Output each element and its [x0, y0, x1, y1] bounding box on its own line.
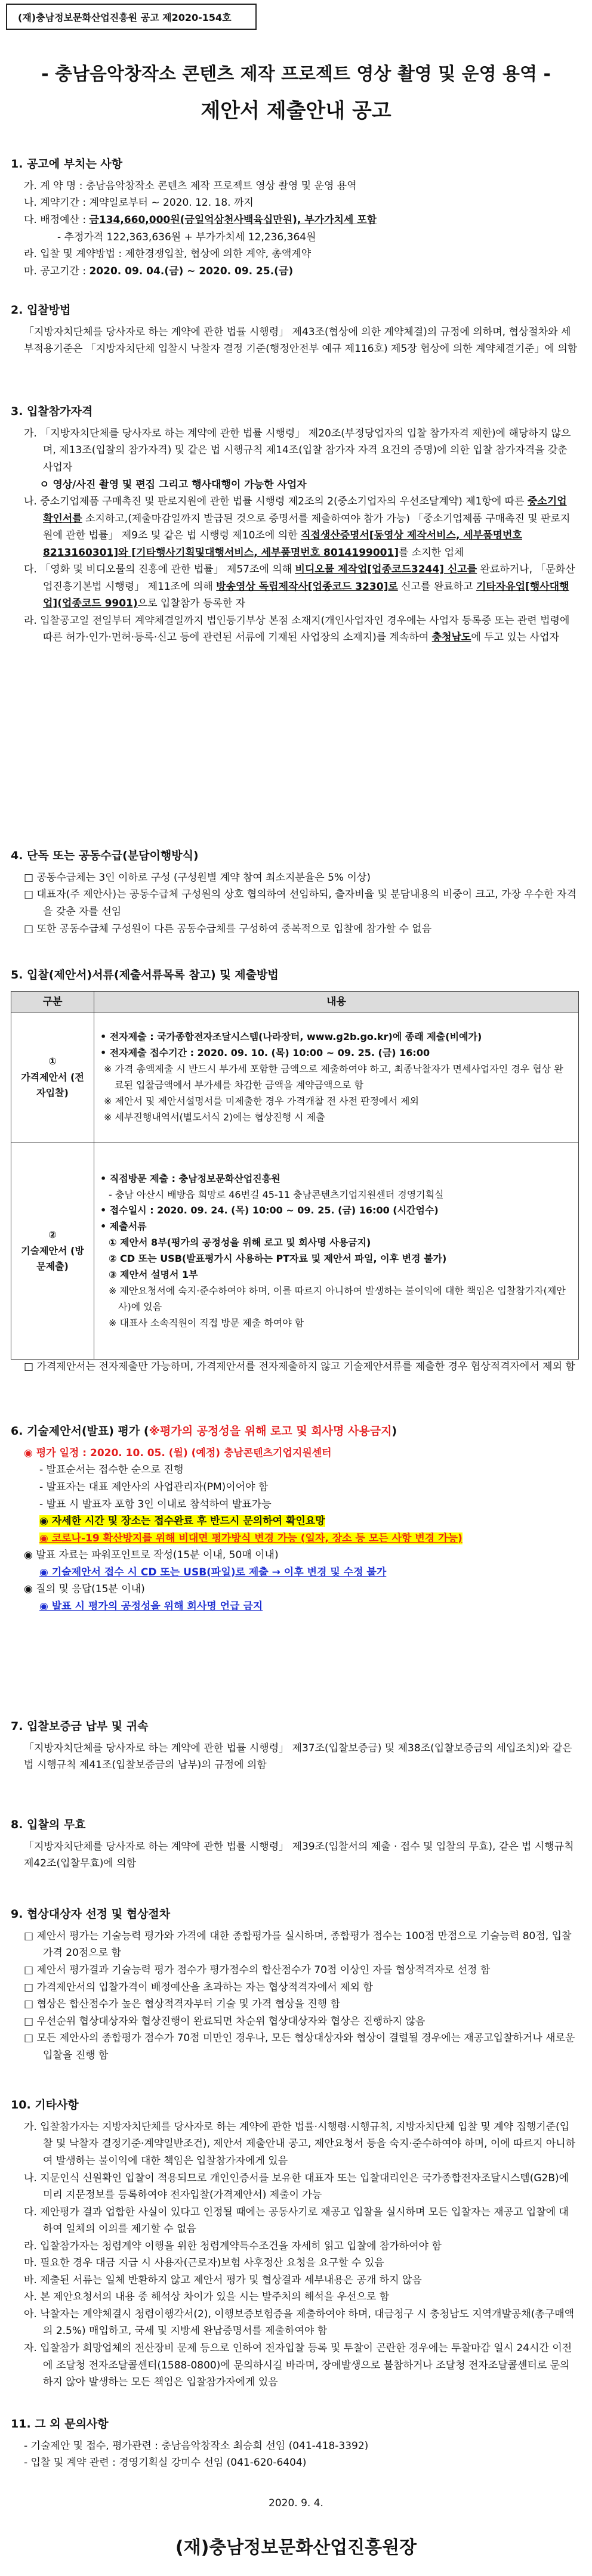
list-item: - 추정가격 122,363,636원 + 부가가치세 12,236,364원	[57, 231, 316, 243]
list-item: ◉ 발표 시 평가의 공정성을 위해 회사명 언급 금지	[39, 1600, 263, 1612]
list-item	[11, 212, 578, 229]
list-item	[11, 1445, 578, 1462]
label-text: 마. 공고기간 :	[24, 265, 90, 277]
section-6	[11, 1422, 578, 1615]
contact-line: - 기술제안 및 접수, 평가관련 : 충남음악창작소 최승희 선임 (041-418-3392)	[24, 2439, 369, 2452]
list-item: □ 가격제안서의 입찰가격이 배정예산을 초과하는 자는 협상적격자에서 제외 함	[24, 1981, 373, 1993]
section-11	[11, 2415, 578, 2472]
table-header: 구분	[11, 992, 94, 1013]
section-1	[11, 155, 578, 280]
section-heading	[11, 1422, 578, 1441]
category-number: ①	[48, 1055, 57, 1067]
text: 소지하고,(제출마감일까지 발급된 것으로 증명서를 제출하여야 참가 가능) 「중소기업제품 구매촉진 및 판로지원에 관한 법률」 제9조 및 같은 법 시행령 제10조에 의한	[43, 512, 571, 542]
submission-table	[11, 991, 579, 1360]
content-line: ※ 제안요청서에 숙지·준수하여야 하며, 이를 따르지 아니하여 발생하는 불이익에 대한 책임은 입찰참가자(제안사)에 있음	[109, 1284, 566, 1312]
text: 완료하거나, 「문화산업진흥기본법 시행령」 제11조에 의해	[43, 564, 575, 593]
paragraph: 「지방자치단체를 당사자로 하는 계약에 관한 법률 시행령」 제43조(협상에 의한 계약체결)의 규정에 의하며, 협상절차와 세부적용기준은 「지방자치단체 입찰시 낙찰자 결정 기준(행정안전부 예규 제116호) 제5장 협상에 의한 계약체결기준」에 의함	[24, 326, 578, 355]
category-label: 가격제안서 (전자입찰)	[21, 1071, 84, 1099]
text: 신고를 완료하고	[397, 580, 476, 593]
section-5-note	[11, 1358, 578, 1376]
list-item	[11, 493, 578, 561]
list-item	[11, 263, 578, 280]
content-line: ③ 제안서 설명서 1부	[109, 1268, 198, 1280]
category-number: ②	[48, 1228, 57, 1240]
table-cell-category	[11, 1143, 94, 1360]
list-item: 라. 입찰참가자는 청렴계약 이행을 위한 청렴계약특수조건을 자세히 읽고 입찰에 참가하여야 함	[24, 2240, 442, 2252]
section-7	[11, 1717, 578, 1774]
page-title: 제안서 제출안내 공고	[201, 99, 391, 123]
list-item: □ 대표자(주 제안사)는 공동수급체 구성원의 상호 협의하여 선임하되, 출자비율 및 분담내용의 비중이 크고, 가장 우수한 자격을 갖춘 자를 선임	[24, 888, 576, 918]
signature-date: 2020. 9. 4.	[269, 2497, 323, 2509]
content-line: • 전자제출 : 국가종합전자조달시스템(나라장터, www.g2b.go.kr)에 종래 제출(비예가)	[100, 1031, 482, 1043]
text: 다. 「영화 및 비디오물의 진흥에 관한 법률」 제57조에 의해	[24, 564, 295, 576]
highlighted-warning: ◉ 코로나-19 확산방지를 위해 비대면 평가방식 변경 가능 (일자, 장소 등 모든 사항 변경 가능)	[39, 1532, 462, 1544]
table-cell-category	[11, 1013, 94, 1143]
table-cell-content	[94, 1013, 579, 1143]
list-item: ◉ 발표 자료는 파워포인트로 작성(15분 이내, 50매 이내)	[24, 1549, 279, 1562]
text-emph: 직접생산증명서[동영상 제작서비스, 세부품명번호 8213160301]와 [기타행사기획및대행서비스, 세부품명번호 8014199001]	[43, 530, 522, 559]
list-item: 가. 계 약 명 : 충남음악창작소 콘텐츠 제작 프로젝트 영상 촬영 및 운영 용역	[24, 179, 357, 192]
content-line: • 접수일시 : 2020. 09. 24. (목) 10:00 ~ 09. 25. (금) 16:00 (시간엄수)	[100, 1205, 439, 1216]
eval-place: (예정) 충남콘텐츠기업지원센터	[191, 1447, 332, 1459]
announcement-number-box: (재)충남정보문화산업진흥원 공고 제2020-154호	[6, 4, 257, 30]
section-heading: 4. 단독 또는 공동수급(분담이행방식)	[11, 849, 199, 862]
list-item: □ 제안서 평가는 기술능력 평가와 가격에 대한 종합평가를 실시하며, 종합평가 점수는 100점 만점으로 기술능력 80점, 입찰가격 20점으로 함	[24, 1930, 572, 1959]
section-5	[11, 966, 578, 989]
list-item: □ 공동수급체는 3인 이하로 구성 (구성원별 계약 참여 최소지분율은 5% 이상)	[24, 871, 371, 884]
note-text: □ 가격제안서는 전자제출만 가능하며, 가격제안서를 전자제출하지 않고 기술제안서류를 제출한 경우 협상적격자에서 제외 함	[24, 1361, 575, 1373]
text-emph: 비디오물 제작업[업종코드3244] 신고를	[295, 564, 477, 576]
highlighted-text: ◉ 자세한 시간 및 장소는 접수완료 후 반드시 문의하여 확인요망	[39, 1515, 325, 1528]
content-line: ② CD 또는 USB(발표평가시 사용하는 PT자료 및 제안서 파일, 이후 변경 불가)	[109, 1253, 447, 1264]
section-2	[11, 301, 578, 358]
paragraph: 「지방자치단체를 당사자로 하는 계약에 관한 법률 시행령」 제37조(입찰보증금) 및 제38조(입찰보증금의 세입조치)와 같은 법 시행규칙 제41조(입찰보증금의 납부)의 규정에 의함	[24, 1742, 572, 1772]
text: 에 두고 있는 사업자	[471, 631, 559, 644]
text: 라. 입찰공고일 전일부터 계약체결일까지 법인등기부상 본점 소재지(개인사업자인 경우에는 사업자 등록증 또는 관련 법령에 따른 허가·인가·면허·등록·신고 등에 관련된 서류에 기재된 사업장의 소재지)를 계속하여	[24, 614, 570, 644]
section-8	[11, 1816, 578, 1872]
table-row	[11, 1013, 579, 1143]
section-3	[11, 402, 578, 646]
title-subtitle: - 충남음악창작소 콘텐츠 제작 프로젝트 영상 촬영 및 운영 용역 -	[41, 64, 551, 85]
list-item: ◉ 기술제안서 접수 시 CD 또는 USB(파일)로 제출 → 이후 변경 및 수정 불가	[39, 1566, 387, 1578]
list-item: 아. 낙찰자는 계약체결시 청렴이행각서(2), 이행보증보험증을 제출하여야 하며, 대금청구 시 충청남도 지역개발공채(총구매액의 2.5%) 매입하고, 국세 및 지방세 완납증명서를 제출하여야 함	[24, 2308, 575, 2337]
content-line: ※ 제안서 및 제안서설명서를 미제출한 경우 가격개찰 전 사전 판정에서 제외	[104, 1095, 419, 1107]
content-line: • 제출서류	[100, 1221, 147, 1233]
list-item	[11, 561, 578, 612]
contact-line: - 입찰 및 계약 관련 : 경영기획실 강미수 선임 (041-620-6404)	[24, 2457, 307, 2469]
eval-date: ◉ 평가 일정 : 2020. 10. 05. (월)	[24, 1447, 192, 1459]
heading-text: )	[391, 1425, 397, 1438]
budget-value: 금134,660,000원(금일억삼천사백육십만원), 부가가치세 포함	[89, 214, 377, 226]
heading-text: 6. 기술제안서(발표) 평가 (	[11, 1425, 149, 1438]
text-emph: 충청남도	[431, 631, 471, 644]
list-item: - 발표 시 발표자 포함 3인 이내로 참석하여 발표가능	[39, 1498, 272, 1510]
list-item: 바. 제출된 서류는 일체 반환하지 않고 제안서 평가 및 협상결과 세부내용은 공개 하지 않음	[24, 2274, 422, 2286]
section-heading: 9. 협상대상자 선정 및 협상절차	[11, 1908, 171, 1921]
text: 으로 입찰참가 등록한 자	[137, 597, 246, 610]
list-item: 마. 필요한 경우 대금 지급 시 사용자(근로자)보험 사후정산 요청을 요구할 수 있음	[24, 2257, 384, 2270]
content-line: • 직접방문 제출 : 충남정보문화산업진흥원	[100, 1172, 280, 1184]
list-item: □ 협상은 합산점수가 높은 협상적격자부터 기술 및 가격 협상을 진행 함	[24, 1998, 340, 2011]
list-item	[11, 1530, 578, 1547]
section-4	[11, 847, 578, 937]
section-heading: 2. 입찰방법	[11, 304, 71, 317]
content-line: • 전자제출 접수기간 : 2020. 09. 10. (목) 10:00 ~ 09. 25. (금) 16:00	[100, 1047, 430, 1059]
paragraph: 「지방자치단체를 당사자로 하는 계약에 관한 법률 시행령」 제39조(입찰서의 제출 · 접수 및 입찰의 무효), 같은 법 시행규칙 제42조(입찰무효)에 의함	[24, 1840, 574, 1870]
list-item: - 발표순서는 접수한 순으로 진행	[39, 1464, 184, 1476]
signature-organization: (재)충남정보문화산업진흥원장	[175, 2537, 417, 2558]
list-item	[11, 612, 578, 646]
text: 를 소지한 업체	[399, 546, 464, 559]
table-header: 내용	[94, 992, 579, 1013]
notice-period-value: 2020. 09. 04.(금) ~ 2020. 09. 25.(금)	[89, 265, 294, 277]
section-10	[11, 2096, 578, 2391]
content-line: ※ 세부진행내역서(별도서식 2)에는 협상진행 시 제출	[104, 1111, 325, 1123]
list-item: 가. 입찰참가자는 지방자치단체를 당사자로 하는 계약에 관한 법률·시행령·시행규칙, 지방자치단체 입찰 및 계약 집행기준(입찰 및 낙찰자 결정기준·계약일반조건), 제안서 제출안내 공고, 제안요청서 등을 숙지·준수하여야 하며, 이에 따르지 아니하여 발생하는 불이익에 대한 책임은 입찰참가자에게 있음	[24, 2120, 576, 2167]
heading-warning: ※평가의 공정성을 위해 로고 및 회사명 사용금지	[149, 1425, 392, 1438]
text: 나. 중소기업제품 구매촉진 및 판로지원에 관한 법률 시행령 제2조의 2(중소기업자의 우선조달계약) 제1항에 따른	[24, 496, 528, 508]
list-item: 라. 입찰 및 계약방법 : 제한경쟁입찰, 협상에 의한 계약, 총액계약	[24, 248, 312, 261]
list-item: 나. 계약기간 : 계약일로부터 ~ 2020. 12. 18. 까지	[24, 197, 254, 209]
list-item: 사. 본 제안요청서의 내용 중 해석상 차이가 있을 시는 발주처의 해석을 우선으로 함	[24, 2291, 390, 2303]
section-heading: 7. 입찰보증금 납부 및 귀속	[11, 1720, 149, 1733]
list-item: □ 우선순위 협상대상자와 협상진행이 완료되면 차순위 협상대상자와 협상은 진행하지 않음	[24, 2015, 426, 2027]
section-heading: 8. 입찰의 무효	[11, 1818, 86, 1831]
list-item: 가. 「지방자치단체를 당사자로 하는 계약에 관한 법률 시행령」 제20조(부정당업자의 입찰 참가자격 제한)에 해당하지 않으며, 제13조(입찰의 참가자격) 및 같은 법 시행규칙 제14조(입찰 참가자 자격 요건의 증명)에 의한 입찰 참가자격을 갖춘 사업자	[24, 427, 571, 473]
list-item: - 발표자는 대표 제안사의 사업관리자(PM)이어야 함	[39, 1481, 269, 1493]
list-item: 나. 지문인식 신원확인 입찰이 적용되므로 개인인증서를 보유한 대표자 또는 입찰대리인은 국가종합전자조달시스템(G2B)에 미리 지문정보를 등록하여야 전자입찰(가격제안서) 제출이 가능	[24, 2172, 569, 2202]
content-line: - 충남 아산시 배방읍 희망로 46번길 45-11 충남콘텐츠기업지원센터 경영기획실	[109, 1188, 444, 1200]
list-item: □ 또한 공동수급체 구성원이 다른 공동수급체를 구성하여 중복적으로 입찰에 참가할 수 없음	[24, 922, 432, 935]
text-emph: 중소기업 확인서를	[43, 496, 567, 525]
text-emph: 기타자유업[행사대행업](업종코드 9901)	[43, 580, 569, 610]
table-header-row	[11, 992, 579, 1013]
content-line: ※ 대표사 소속직원이 직접 방문 제출 하여야 함	[109, 1317, 304, 1329]
list-item: ㅇ 영상/사진 촬영 및 편집 그리고 행사대행이 가능한 사업자	[39, 478, 307, 491]
list-item: □ 제안서 평가결과 기술능력 평가 점수가 평가점수의 합산점수가 70점 이상인 자를 협상적격자로 선정 함	[24, 1964, 491, 1976]
list-item: ◉ 질의 및 응답(15분 이내)	[24, 1583, 145, 1596]
content-line: ① 제안서 8부(평가의 공정성을 위해 로고 및 회사명 사용금지)	[109, 1237, 371, 1249]
text-emph: 방송영상 독립제작사[업종코드 3230]로	[216, 580, 398, 593]
label-text: 다. 배정예산 :	[24, 214, 90, 226]
section-heading: 11. 그 외 문의사항	[11, 2417, 109, 2431]
table-row	[11, 1143, 579, 1360]
list-item: □ 모든 제안사의 종합평가 점수가 70점 미만인 경우나, 모든 협상대상자와 협상이 결렬될 경우에는 재공고입찰하거나 새로운 입찰을 진행 함	[24, 2032, 575, 2061]
section-heading: 1. 공고에 부치는 사항	[11, 157, 123, 171]
section-heading: 3. 입찰참가자격	[11, 405, 93, 418]
list-item	[11, 1513, 578, 1530]
list-item: 다. 제안평가 결과 업합한 사실이 있다고 인정될 때에는 공동사기로 재공고 입찰을 실시하며 모든 입찰자는 재공고 입찰에 대하여 일체의 이의를 제기할 수 없음	[24, 2206, 569, 2236]
section-heading: 10. 기타사항	[11, 2098, 79, 2111]
section-9	[11, 1905, 578, 2064]
category-label: 기술제안서 (방문제출)	[21, 1244, 84, 1272]
content-line: ※ 가격 총액제출 시 반드시 부가세 포함한 금액으로 제출하여야 하고, 최종낙찰자가 면세사업자인 경우 협상 완료된 입찰금액에서 부가세를 차감한 금액을 계약금액으로 함	[104, 1063, 563, 1091]
table-cell-content	[94, 1143, 579, 1360]
list-item: 자. 입찰참가 희망업체의 전산장비 문제 등으로 인하여 전자입찰 등록 및 투찰이 곤란한 경우에는 투찰마감 일시 24시간 이전에 조달청 전자조달콜센터(1588-0800)에 문의하시길 바라며, 장애발생으로 불참하거나 조달청 전자조달콜센터로 문의하지 않아 발생하는 모든 책임은 입찰참가자에게 있음	[24, 2342, 572, 2389]
section-heading: 5. 입찰(제안서)서류(제출서류목록 참고) 및 제출방법	[11, 968, 279, 982]
